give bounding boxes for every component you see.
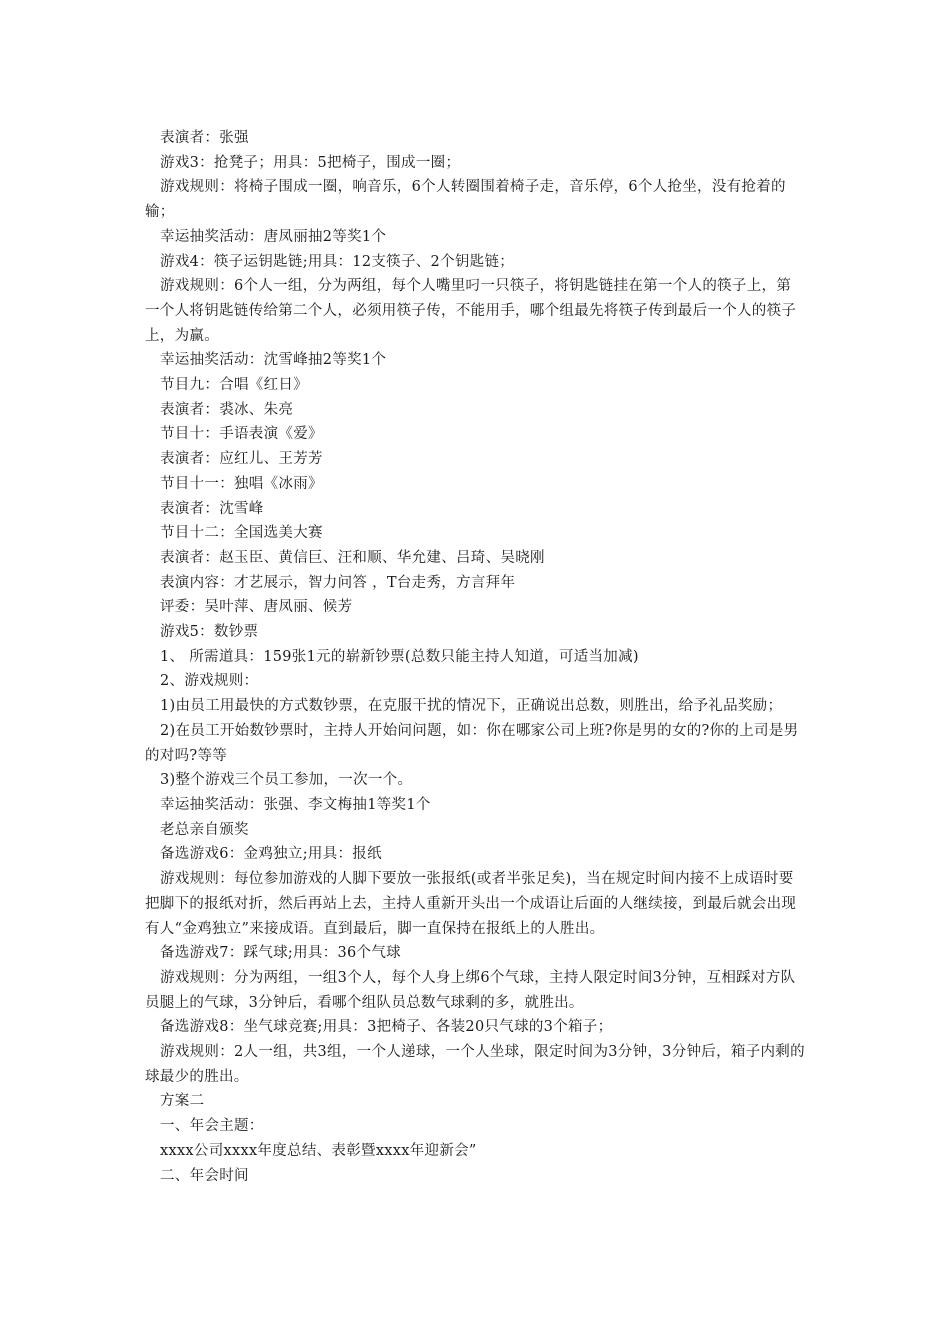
- paragraph: 游戏规则：6个人一组，分为两组，每个人嘴里叼一只筷子，将钥匙链挂在第一个人的筷子上，第一个人将钥匙链传给第二个人，必须用筷子传，不能用手，哪个组最先将筷子传到最后一个人的筷子上，为赢。: [145, 278, 797, 344]
- paragraph: 3)整个游戏三个员工参加，一次一个。: [160, 772, 413, 789]
- paragraph: 表演者：沈雪峰: [160, 500, 264, 517]
- paragraph: 节目九：合唱《红日》: [160, 377, 308, 394]
- paragraph: 游戏4：筷子运钥匙链;用具：12支筷子、2个钥匙链；: [160, 253, 515, 270]
- paragraph: 表演者：张强: [160, 130, 249, 146]
- paragraph: 一、年会主题：: [160, 1118, 264, 1135]
- paragraph: 表演者：裘冰、朱亮: [160, 401, 294, 418]
- paragraph: 游戏规则：每位参加游戏的人脚下要放一张报纸(或者半张足矣)，当在规定时间内接不上成语时要把脚下的报纸对折，然后再站上去，主持人重新开头出一个成语让后面的人继续接，到最后就会出现有人“金鸡独立”来接成语。直到最后，脚一直保持在报纸上的人胜出。: [145, 871, 797, 937]
- paragraph: 节目十一：独唱《冰雨》: [160, 475, 323, 492]
- paragraph: xxxx公司xxxx年度总结、表彰暨xxxx年迎新会”: [160, 1142, 477, 1159]
- paragraph: 幸运抽奖活动：张强、李文梅抽1等奖1个: [160, 796, 431, 813]
- paragraph: 游戏规则：2人一组，共3组，一个人递球，一个人坐球，限定时间为3分钟，3分钟后，箱子内剩的球最少的胜出。: [145, 1044, 805, 1085]
- paragraph: 节目十：手语表演《爱》: [160, 426, 323, 443]
- paragraph: 节目十二：全国选美大赛: [160, 525, 323, 542]
- paragraph: 1)由员工用最快的方式数钞票，在克服干扰的情况下，正确说出总数，则胜出，给予礼品奖励；: [160, 698, 783, 715]
- paragraph: 2)在员工开始数钞票时，主持人开始问问题，如：你在哪家公司上班?你是男的女的?你的上司是男的对吗?等等: [145, 722, 799, 764]
- paragraph: 游戏5：数钞票: [160, 624, 259, 641]
- paragraph: 游戏3：抢凳子；用具：5把椅子，围成一圈；: [160, 154, 461, 171]
- paragraph: 2、游戏规则：: [160, 673, 259, 690]
- paragraph: 备选游戏8：坐气球竞赛;用具：3把椅子、各装20只气球的3个箱子；: [160, 1019, 613, 1036]
- paragraph: 表演内容：才艺展示，智力问答 ，T台走秀，方言拜年: [160, 574, 516, 591]
- paragraph: 表演者：应红儿、王芳芳: [160, 451, 323, 468]
- paragraph: 备选游戏7：踩气球;用具：36个气球: [160, 945, 401, 962]
- paragraph: 二、年会时间: [160, 1167, 249, 1184]
- paragraph: 游戏规则：将椅子围成一圈，响音乐，6个人转圈围着椅子走，音乐停，6个人抢坐，没有抢着的输；: [145, 179, 786, 221]
- paragraph: 1、 所需道具：159张1元的崭新钞票(总数只能主持人知道，可适当加减): [160, 648, 639, 665]
- paragraph: 表演者：赵玉臣、黄信巨、汪和顺、华允建、吕琦、吴晓刚: [160, 549, 545, 566]
- paragraph: 游戏规则：分为两组，一组3个人，每个人身上绑6个气球，主持人限定时间3分钟，互相踩对方队员腿上的气球，3分钟后，看哪个组队员总数气球剩的多，就胜出。: [145, 969, 796, 1011]
- paragraph: 老总亲自颁奖: [160, 821, 249, 838]
- paragraph: 方案二: [160, 1093, 205, 1110]
- document-body: [145, 126, 805, 1188]
- paragraph: 幸运抽奖活动：唐凤丽抽2等奖1个: [160, 228, 387, 245]
- paragraph: 评委：吴叶萍、唐凤丽、候芳: [160, 599, 353, 616]
- paragraph: 备选游戏6：金鸡独立;用具：报纸: [160, 846, 382, 863]
- paragraph: 幸运抽奖活动：沈雪峰抽2等奖1个: [160, 352, 387, 369]
